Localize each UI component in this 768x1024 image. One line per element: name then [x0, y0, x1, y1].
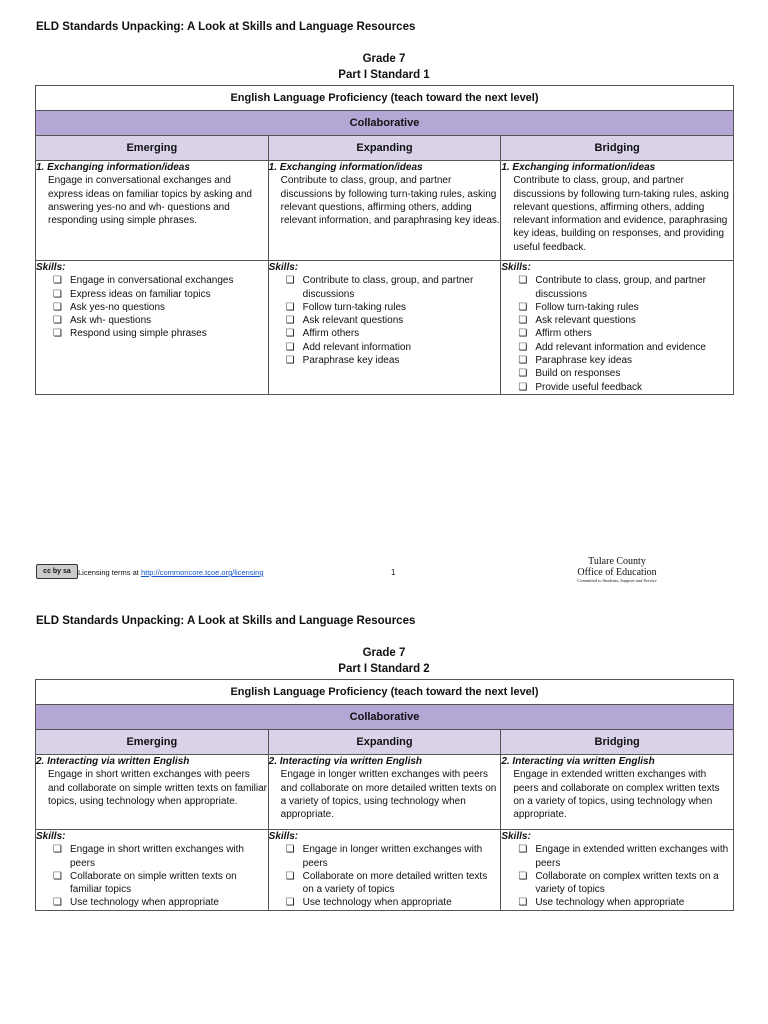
part-heading: Part I Standard 2	[338, 663, 430, 675]
skill-item: ❏ Provide useful feedback	[518, 381, 643, 393]
level-expanding: Expanding	[268, 136, 501, 161]
checkbox-icon: ❏	[53, 328, 62, 340]
checkbox-icon: ❏	[518, 275, 528, 287]
skill-item: ❏ Respond using simple phrases	[53, 328, 207, 340]
skills-cell	[36, 830, 269, 911]
skills-label: Skills:	[36, 831, 66, 842]
skills-list	[36, 274, 268, 340]
skills-cell	[36, 261, 269, 395]
skill-item: ❏ Ask wh- questions	[53, 315, 152, 327]
standard-description: Engage in extended written exchanges with peers and collaborate on complex written texts on a variety of topics, using technology when appropriate.	[513, 769, 720, 821]
skills-list	[501, 843, 733, 909]
checkbox-icon: ❏	[285, 315, 295, 327]
skill-item: ❏ Collaborate on simple written texts on familiar topics	[53, 870, 237, 896]
skill-item: ❏ Express ideas on familiar topics	[53, 288, 211, 300]
cc-license-icon: cc by sa	[36, 564, 78, 579]
description-cell	[501, 161, 734, 261]
skills-list	[36, 843, 268, 909]
skill-item: ❏ Affirm others	[285, 328, 360, 340]
skill-item: ❏ Add relevant information and evidence	[518, 341, 706, 353]
collaborative-header: Collaborative	[36, 705, 734, 730]
eld-standard-table	[35, 85, 734, 395]
checkbox-icon: ❏	[285, 328, 295, 340]
skills-label: Skills:	[268, 262, 299, 273]
checkbox-icon: ❏	[518, 355, 528, 367]
checkbox-icon: ❏	[53, 275, 62, 287]
description-cell	[268, 755, 501, 830]
skill-item: ❏ Engage in longer written exchanges with peers	[285, 844, 483, 869]
checkbox-icon: ❏	[285, 897, 295, 909]
checkbox-icon: ❏	[53, 870, 62, 882]
standard-heading: 2. Interacting via written English	[501, 756, 655, 767]
skills-cell	[268, 830, 501, 911]
skill-item: ❏ Follow turn-taking rules	[285, 301, 407, 313]
checkbox-icon: ❏	[518, 844, 528, 856]
grade-heading: Grade 7	[362, 647, 406, 659]
eld-standard-table	[35, 679, 734, 911]
level-emerging: Emerging	[36, 136, 269, 161]
checkbox-icon: ❏	[518, 368, 528, 380]
skills-list	[269, 843, 501, 909]
standard-heading: 1. Exchanging information/ideas	[268, 162, 423, 173]
proficiency-header: English Language Proficiency (teach toward the next level)	[36, 680, 734, 705]
part-heading: Part I Standard 1	[338, 69, 430, 81]
skills-label: Skills:	[268, 831, 299, 842]
skill-item: ❏ Use technology when appropriate	[285, 897, 452, 909]
page-number: 1	[391, 568, 396, 577]
skills-cell	[501, 261, 734, 395]
level-emerging: Emerging	[36, 730, 269, 755]
checkbox-icon: ❏	[518, 328, 528, 340]
standard-heading: 1. Exchanging information/ideas	[36, 162, 190, 173]
skill-item: ❏ Paraphrase key ideas	[518, 355, 633, 367]
checkbox-icon: ❏	[518, 315, 528, 327]
standard-description: Contribute to class, group, and partner discussions by following turn-taking rules, asking relevant questions, affirming others, adding relevant information, and paraphrasing key ideas.	[280, 175, 500, 227]
skills-cell	[268, 261, 501, 395]
checkbox-icon: ❏	[518, 301, 528, 313]
checkbox-icon: ❏	[518, 897, 528, 909]
skill-item: ❏ Ask relevant questions	[285, 315, 404, 327]
checkbox-icon: ❏	[518, 341, 528, 353]
description-cell	[36, 161, 269, 261]
skill-item: ❏ Engage in conversational exchanges	[53, 275, 234, 287]
standard-description: Contribute to class, group, and partner discussions by following turn-taking rules, asking relevant questions, affirming others, adding relevant information and evidence, paraphrasing key ideas, building on responses, and providing useful feedback.	[513, 175, 729, 253]
standard-heading: 2. Interacting via written English	[36, 756, 190, 767]
skill-item: ❏ Use technology when appropriate	[518, 897, 685, 909]
skill-item: ❏ Collaborate on complex written texts on a variety of topics	[518, 870, 719, 896]
standard-heading: 1. Exchanging information/ideas	[501, 162, 656, 173]
skills-label: Skills:	[501, 262, 531, 273]
skill-item: ❏ Follow turn-taking rules	[518, 301, 639, 313]
licensing-text: Licensing terms at http://commoncore.tcoe.org/licensing	[78, 568, 264, 577]
proficiency-header: English Language Proficiency (teach toward the next level)	[36, 86, 734, 111]
skill-item: ❏ Collaborate on more detailed written texts on a variety of topics	[285, 870, 488, 896]
checkbox-icon: ❏	[53, 844, 62, 856]
page-footer	[0, 556, 768, 586]
checkbox-icon: ❏	[53, 301, 62, 313]
standard-description: Engage in conversational exchanges and express ideas on familiar topics by asking and answering yes-no and wh- questions and responding using simple phrases.	[48, 175, 252, 227]
skill-item: ❏ Build on responses	[518, 368, 621, 380]
checkbox-icon: ❏	[285, 275, 295, 287]
skill-item: ❏ Engage in short written exchanges with peers	[53, 844, 244, 869]
skills-label: Skills:	[501, 831, 531, 842]
grade-heading: Grade 7	[362, 53, 406, 65]
checkbox-icon: ❏	[518, 870, 528, 882]
skill-item: ❏ Ask relevant questions	[518, 315, 636, 327]
checkbox-icon: ❏	[285, 844, 295, 856]
description-cell	[268, 161, 501, 261]
skills-cell	[501, 830, 734, 911]
checkbox-icon: ❏	[285, 341, 295, 353]
description-cell	[36, 755, 269, 830]
standard-heading: 2. Interacting via written English	[268, 756, 423, 767]
skill-item: ❏ Contribute to class, group, and partner discussions	[518, 275, 706, 300]
skill-item: ❏ Paraphrase key ideas	[285, 355, 400, 367]
skill-item: ❏ Add relevant information	[285, 341, 412, 353]
standard-description: Engage in short written exchanges with peers and collaborate on simple written texts on familiar topics, using technology when appropriate.	[48, 769, 267, 807]
checkbox-icon: ❏	[285, 870, 295, 882]
level-bridging: Bridging	[501, 730, 734, 755]
skill-item: ❏ Ask yes-no questions	[53, 301, 166, 313]
page-2	[0, 596, 768, 1024]
checkbox-icon: ❏	[285, 355, 295, 367]
skill-item: ❏ Use technology when appropriate	[53, 897, 219, 909]
level-bridging: Bridging	[501, 136, 734, 161]
document-title: ELD Standards Unpacking: A Look at Skills and Language Resources	[36, 21, 416, 33]
standard-description: Engage in longer written exchanges with peers and collaborate on more detailed written texts on a variety of topics, using technology when appropriate.	[280, 769, 497, 821]
collaborative-header: Collaborative	[36, 111, 734, 136]
skill-item: ❏ Contribute to class, group, and partner discussions	[285, 275, 474, 300]
checkbox-icon: ❏	[53, 897, 62, 909]
skills-list	[269, 274, 501, 367]
skills-label: Skills:	[36, 262, 66, 273]
description-cell	[501, 755, 734, 830]
tcoe-logo: Tulare County Office of Education Committed to Students, Support and Service	[577, 556, 657, 583]
checkbox-icon: ❏	[53, 315, 62, 327]
skills-list	[501, 274, 733, 394]
skill-item: ❏ Engage in extended written exchanges with peers	[518, 844, 729, 869]
licensing-link[interactable]: http://commoncore.tcoe.org/licensing	[140, 568, 264, 577]
skill-item: ❏ Affirm others	[518, 328, 592, 340]
checkbox-icon: ❏	[285, 301, 295, 313]
checkbox-icon: ❏	[53, 288, 62, 300]
document-title: ELD Standards Unpacking: A Look at Skills and Language Resources	[36, 615, 416, 627]
checkbox-icon: ❏	[518, 381, 528, 393]
level-expanding: Expanding	[268, 730, 501, 755]
